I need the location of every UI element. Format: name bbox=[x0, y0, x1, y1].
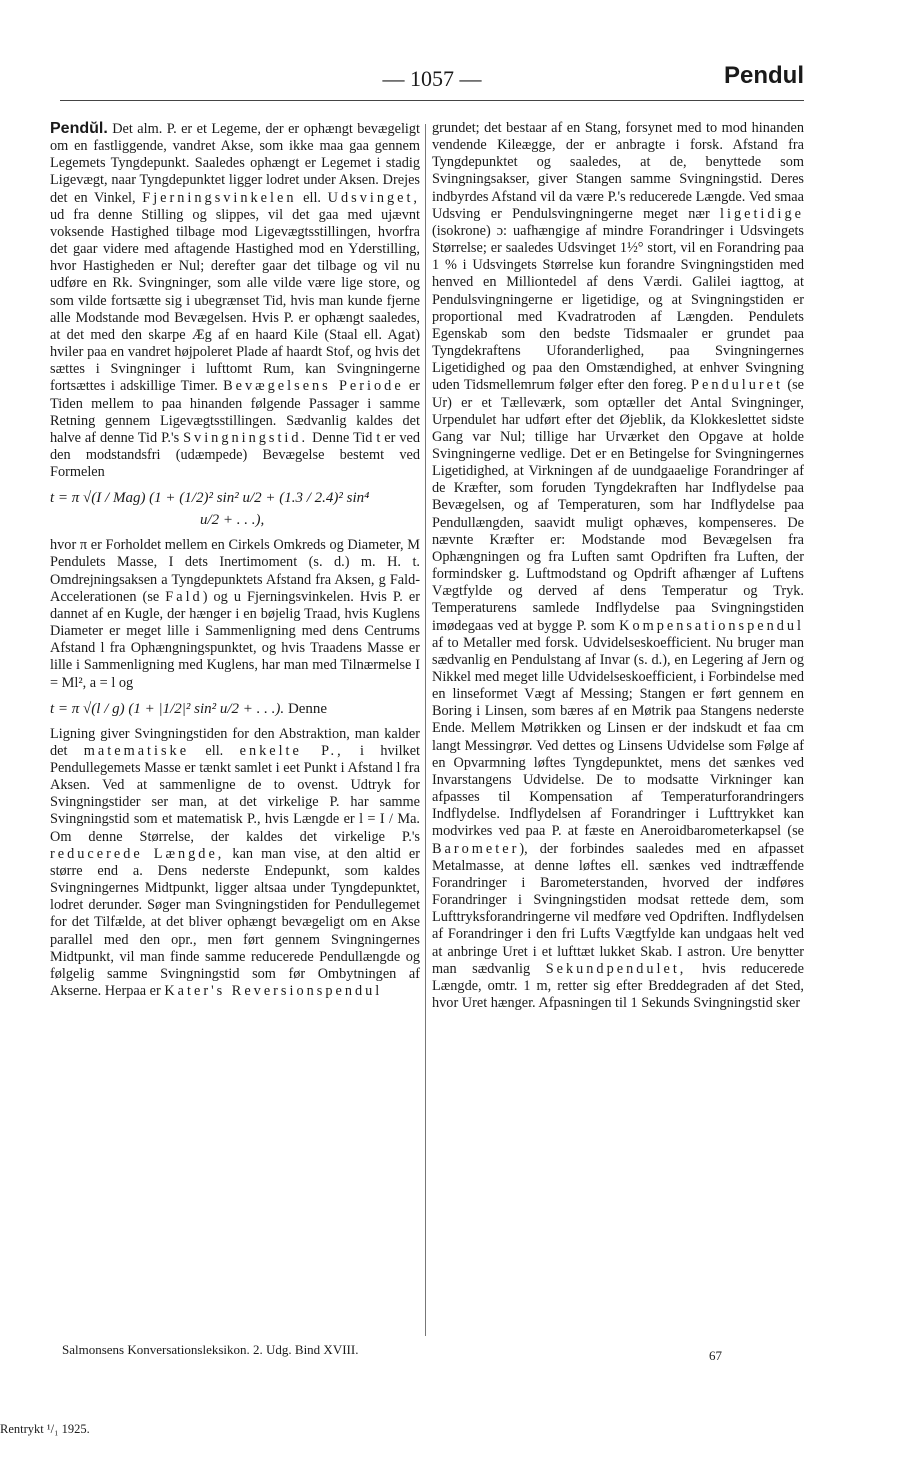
page-number: — 1057 — bbox=[382, 66, 482, 91]
publication-title: Salmonsens Konversationsleksikon. 2. Udg. Bind XVIII. bbox=[62, 1342, 359, 1357]
entry-paragraph-4: grundet; det bestaar af en Stang, forsynet med to mod hinanden vendende Kileægge, der er anbragte i forsk. Afstand fra Tyngdepunktet og saaledes, at de, benyttede som Svingningsakser, giver Stangen samme Svingningstid. Deres indbyrdes Afstand vil da være P.'s reducerede Længde. Ved smaa Udsving er Pendulsvingningerne meget nær ligetidige (isokrone) ɔ: uafhængige af mindre Forandringer i Udsvingets Størrelse; er saaledes Udsvinget 1½° stort, vil en Forandring paa 1 % i Udsvingets Størrelse kun forandre Svingningstiden med henved en Milliontedel af dens Værdi. Galilei iagttog, at Pendulsvingningerne er ligetidige, og at Svingningstiden er proportional med Kvadratroden af Længden. Pendulets Egenskab som den bedste Tidsmaaler er grundet paa Tyngdekraftens Uforanderlighed, paa Svingningernes Ligetidighed og paa den Omstændighed, at enhver Svingning uden Tidsmellemrum følger efter den foreg. Penduluret (se Ur) er et Tælleværk, som optæller det Antal Svingninger, Urpendulet har udført efter det Øjeblik, da Klokkeslettet sidste Gang var Nul; tillige har Urværket den Opgave at holde Svingningerne vedlige. Det er en Betingelse for Svingningernes Ligetidighed, at Virkningen af de uundgaaelige Forandringer af de Kræfter, som foruden Tyngdekraften har Indflydelse paa Bevægelsen, og af Temperaturen, som har Indflydelse paa Pendullængden, saavidt muligt ophæves, kompenseres. De nævnte Kræfter er: Modstande mod Bevægelsen fra Ophængningen og fra Luften samt Opdriften fra Luften, der formindsker g. Luftmodstand og Opdrift afhænger af Luftens Vægtfylde og derved af dens Temperatur og Tryk. Temperaturens samlede Indflydelse paa Svingningstiden imødegaas ved at bygge P. som Kompensationspendul af to Metaller med forsk. Udvidelseskoefficient. Nu bruger man sædvanlig en Pendulstang af Invar (s. d.), en Legering af Jern og Nikkel med meget lille Udvidelseskoefficient, i Forbindelse med en linseformet Vægt af Messing; Stangen er ført gennem en Boring i Linsen, som bæres af en Møtrik paa Stangens nederste Ende. Mellem Møtrikken og Linsen er der indskudt et faa cm langt Messingrør. Ved dettes og Linsens Udvidelse som Følge af en Opvarmning løftes Tyngdepunktet, mens det sænkes ved Invarstangens Udvidelse. De to modsatte Virkninger kan afpasses til Kompensation af Temperaturforandringers Indflydelse. Indflydelsen af Forandringer i Lufttrykket kan modvirkes ved paa P. at fæste en Aneroidbarometerkapsel (se Barometer), der forbindes saaledes med en afpasset Metalmasse, at denne løftes ell. sænkes ved indtræffende Forandringer i Barometerstanden, hvorved der indføres Forandringer i Svingningstiden modsat rettede dem, som Lufttryksforandringerne vil medføre ved Opdriften. Indflydelsen af Forandringer i den fri Lufts Vægtfylde kan undgaas helt ved at anbringe Uret i et lufttæt lukket Skab. I astron. Ure benytter man sædvanlig Sekundpendulet, hvis reducerede Længde, omtr. 1 m, retter sig efter Breddegraden af det Sted, hvor Uret hænger. Afpasningen til 1 Sekunds Svingningstid sker bbox=[432, 120, 805, 1011]
right-column bbox=[432, 120, 804, 1012]
page-header bbox=[60, 62, 804, 98]
running-headword: Pendul bbox=[723, 62, 804, 89]
column-divider bbox=[425, 124, 426, 1336]
entry-term: Pendŭl. bbox=[50, 120, 108, 137]
entry-paragraph-3: Ligning giver Svingningstiden for den Abstraktion, man kalder det matematiske ell. enkelte P., i hvilket Pendullegemets Masse er tænkt samlet i eet Punkt i Afstand l fra Aksen. Ved at sammenligne de to ovenst. Udtryk for Svingningstider ser man, at det virkelige P. har samme Svingningstid som et matematisk P., hvis Længde er l = I / Ma. Om denne Størrelse, der kaldes det virkelige P.'s reducerede Længde, kan man vise, at den altid er større end a. Dens nederste Endepunkt, som kaldes Svingningernes Midtpunkt, ligger altsaa under Tyngdepunktet, lodret derunder. Søger man Svingningstiden for Pendullegemet for det Tilfælde, at det bliver ophængt bevægeligt om en Akse parallel med den opr., men ført gennem Svingningernes Midtpunkt, vil man finde samme reducerede Pendullængde og følgelig samme Svingningstid som før Ombytningen af Akserne. Herpaa er Kater's Reversionspendul bbox=[50, 725, 421, 1000]
page-footer bbox=[62, 1342, 722, 1363]
entry-paragraph-2: hvor π er Forholdet mellem en Cirkels Omkreds og Diameter, M Pendulets Masse, I dets Inertimoment (s. d.) m. H. t. Omdrejningsaksen a Tyngdepunktets Afstand fra Aksen, g Fald-Accelerationen (se Fald) og u Fjerningsvinkelen. Hvis P. er dannet af en Kugle, der hænger i en bøjelig Traad, hvis Kuglens Diameter er meget lille i Sammenligning med dens Centrums Afstand l fra Ophængningspunktet, og hvis Traadens Masse er lille i Sammenligning med Kuglens, har man med Tilnærmelse I = Ml², a = l og bbox=[50, 537, 420, 691]
entry-paragraph-1: Pendŭl. Det alm. P. er et Legeme, der er ophængt bevægeligt om en fastliggende, vandret Akse, som ikke maa gaa gennem Legemets Tyngdepunkt. Saaledes ophængt er Legemet i stadig Ligevægt, naar Tyngdepunktet ligger lodret under Aksen. Drejes det en Vinkel, Fjerningsvinkelen ell. Udsvinget, ud fra denne Stilling og slippes, vil det gaa med ujævnt voksende Hastighed tilbage mod Ligevægtsstillingen, hvorfra det gaar videre med aftagende Hastighed mod en Yderstilling, hvor Hastigheden er Nul; derefter gaar det tilbage og vil nu udføre en Rk. Svingninger, som alle vilde være lige store, og som vilde fortsætte sig i ubegrænset Tid, hvis man kunde fjerne alle Modstande mod Bevægelsen. Hvis P. er ophængt saaledes, at det med den skarpe Æg af en haard Kile (Staal ell. Agat) hviler paa en vandret højpoleret Plade af haardt Stof, og hvis det sættes i Svingninger i lufttomt Rum, kan Svingningerne fortsættes i adskillige Timer. Bevægelsens Periode er Tiden mellem to paa hinanden følgende Passager i samme Retning gennem Ligevægtsstillingen. Sædvanlig kaldes det halve af denne Tid P.'s Svingningstid. Denne Tid t er ved den modstandsfri (udæmpede) Bevægelse bestemt ved Formelen bbox=[50, 120, 421, 481]
sheet-number: 67 bbox=[709, 1348, 722, 1363]
simple-pendulum-formula: t = π √(l / g) (1 + |1/2|² sin² u/2 + . . .). Denne bbox=[50, 700, 328, 717]
left-column bbox=[50, 120, 420, 1000]
header-rule bbox=[60, 100, 804, 101]
period-formula: t = π √(I / Mag) (1 + (1/2)² sin² u/2 + (1.3 / 2.4)² sin⁴ u/2 + . . .), bbox=[50, 490, 370, 529]
reprint-note: Rentrykt ¹/₁ 1925. bbox=[0, 1422, 90, 1436]
